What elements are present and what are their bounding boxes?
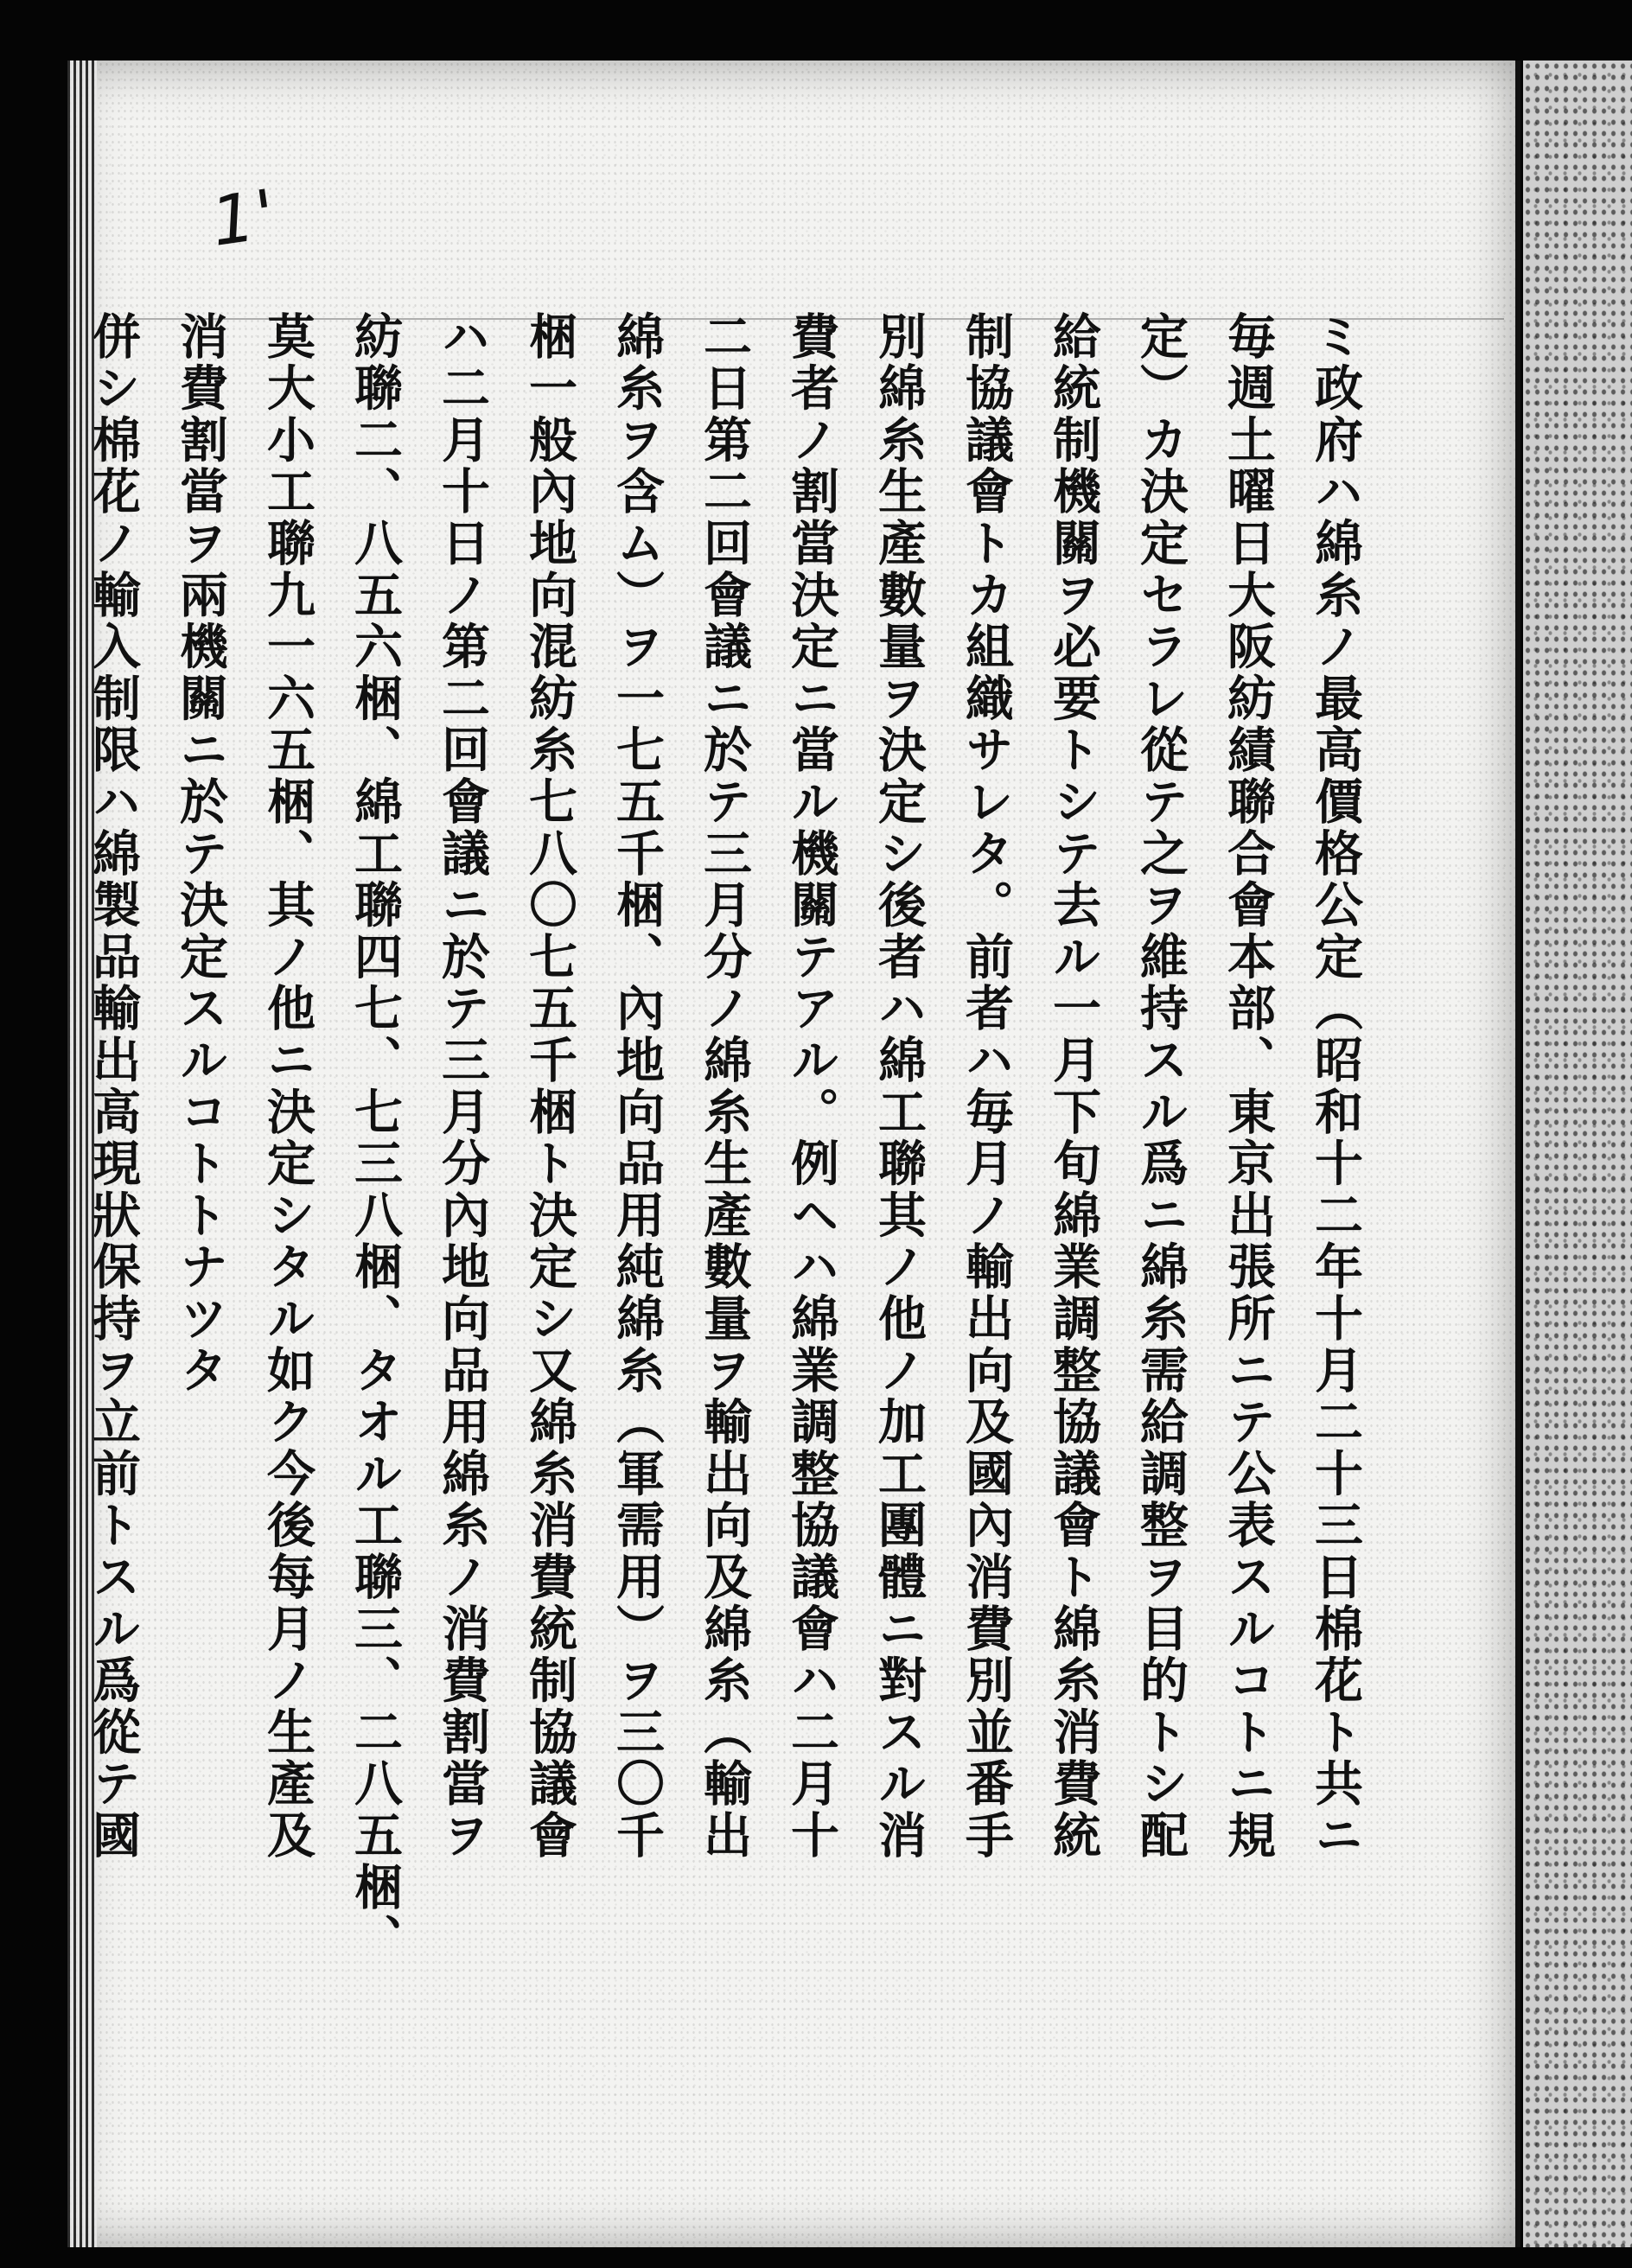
text-column: 併シ棉花ノ輸入制限ハ綿製品輸出高現狀保持ヲ立前トスル爲從テ國 bbox=[85, 311, 142, 1862]
text-column: 莫大小工聯九一六五梱、其ノ他ニ決定シタル如ク今後每月ノ生產及 bbox=[259, 311, 316, 1862]
text-column: 消費割當ヲ兩機關ニ於テ決定スルコトトナツタ bbox=[172, 311, 229, 1397]
text-column: ハ二月十日ノ第二回會議ニ於テ三月分內地向品用綿糸ノ消費割當ヲ bbox=[434, 311, 491, 1862]
text-column: 綿糸ヲ含ム）ヲ一七五千梱、內地向品用純綿糸（軍需用）ヲ三〇千 bbox=[609, 311, 666, 1862]
page-gutter bbox=[1515, 61, 1520, 2247]
text-column: 定）カ決定セラレ從テ之ヲ維持スル爲ニ綿糸需給調整ヲ目的トシ配 bbox=[1132, 311, 1189, 1862]
text-column: 制協議會トカ組織サレタ。前者ハ毎月ノ輸出向及國內消費別並番手 bbox=[958, 311, 1015, 1862]
text-column: 毎週土曜日大阪紡績聯合會本部、東京出張所ニテ公表スルコトニ規 bbox=[1220, 311, 1277, 1862]
text-column: 梱一般內地向混紡糸七八〇七五千梱ト決定シ又綿糸消費統制協議會 bbox=[521, 311, 578, 1862]
text-column: 費者ノ割當決定ニ當ル機關テアル。例ヘハ綿業調整協議會ハ二月十 bbox=[783, 311, 840, 1862]
vertical-text-block bbox=[85, 311, 1379, 2031]
page-number-mark: 1' bbox=[207, 175, 282, 262]
text-column: 二日第二回會議ニ於テ三月分ノ綿糸生產數量ヲ輸出向及綿糸（輸出 bbox=[696, 311, 753, 1862]
text-column: ミ政府ハ綿糸ノ最高價格公定（昭和十二年十月二十三日棉花ト共ニ bbox=[1307, 311, 1364, 1862]
text-column: 給統制機關ヲ必要トシテ去ル一月下旬綿業調整協議會ト綿糸消費統 bbox=[1045, 311, 1102, 1862]
adjacent-page-edge bbox=[1523, 61, 1632, 2247]
text-column: 別綿糸生產數量ヲ決定シ後者ハ綿工聯其ノ他ノ加工團體ニ對スル消 bbox=[870, 311, 928, 1862]
text-column: 紡聯二、八五六梱、綿工聯四七、七三八梱、タオル工聯三、二八五梱、 bbox=[347, 311, 404, 1965]
